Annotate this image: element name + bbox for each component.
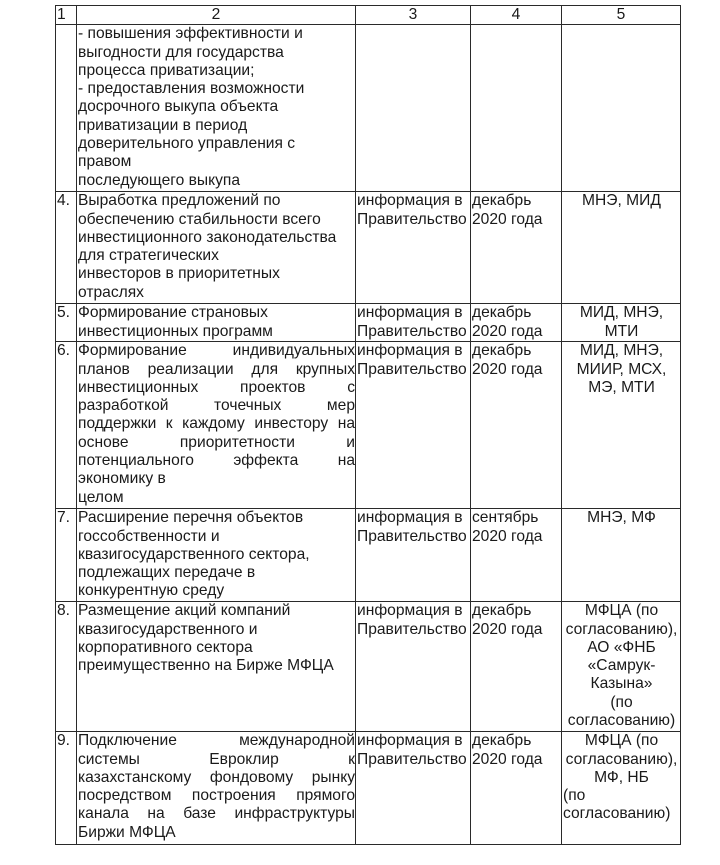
measure-line: основе приоритетности и xyxy=(78,433,355,451)
form-line: Правительство xyxy=(357,210,467,228)
measure-line: преимущественно на Бирже МФЦА xyxy=(78,657,334,675)
responsible-cell xyxy=(562,342,681,509)
responsible-line: (по xyxy=(563,787,586,805)
measure-line: посредством построения прямого xyxy=(78,787,355,805)
measure-line: доверительного управления с xyxy=(78,135,296,153)
form-cell xyxy=(356,192,471,304)
header-col-3: 3 xyxy=(356,6,471,25)
header-col-2: 2 xyxy=(77,6,356,25)
responsible-line: МЭ, МТИ xyxy=(588,378,655,396)
responsible-line: МФЦА (по xyxy=(584,732,659,750)
form-line: информация в xyxy=(357,732,463,750)
measure-cell xyxy=(77,342,356,509)
form-cell xyxy=(356,509,471,602)
measure-line: процесса приватизации; xyxy=(78,61,255,79)
measure-line: Формирование индивидуальных xyxy=(78,342,355,360)
deadline-cell xyxy=(471,25,562,192)
form-line: информация в xyxy=(357,192,463,210)
responsible-line: МИД, МНЭ, xyxy=(579,304,664,322)
responsible-line: МИД, МНЭ, xyxy=(579,342,664,360)
measure-line: поддержки к каждому инвестору на xyxy=(78,415,355,433)
form-line: информация в xyxy=(357,602,463,620)
measure-line: - предоставления возможности xyxy=(78,80,305,98)
form-cell xyxy=(356,25,471,192)
header-col-1: 1 xyxy=(56,6,77,25)
form-cell xyxy=(356,732,471,845)
measure-line: - повышения эффективности и xyxy=(78,25,303,43)
deadline-line: 2020 года xyxy=(472,750,543,768)
measure-line: обеспечению стабильности всего xyxy=(78,210,321,228)
measure-line: Размещение акций компаний xyxy=(78,602,291,620)
measure-line: экономику в xyxy=(78,470,166,488)
table-row xyxy=(56,304,681,342)
responsible-cell xyxy=(562,304,681,342)
table-row xyxy=(56,602,681,732)
measure-line: системы Евроклир к xyxy=(78,750,355,768)
row-number: 4. xyxy=(56,192,77,304)
row-number xyxy=(56,25,77,192)
measure-cell xyxy=(77,732,356,845)
responsible-line: МНЭ, МИД xyxy=(582,192,661,210)
measure-line: последующего выкупа xyxy=(78,171,241,189)
deadline-line: декабрь xyxy=(472,602,532,620)
responsible-line: МФ, НБ xyxy=(594,768,649,786)
responsible-line: МФЦА (по xyxy=(584,602,659,620)
deadline-cell xyxy=(471,509,562,602)
form-line: Правительство xyxy=(357,322,467,340)
responsible-cell xyxy=(562,732,681,845)
form-line: Правительство xyxy=(357,750,467,768)
form-line: Правительство xyxy=(357,527,467,545)
row-number: 9. xyxy=(56,732,77,845)
deadline-line: декабрь xyxy=(472,304,532,322)
measure-line: приватизации в период xyxy=(78,116,248,134)
measure-line: корпоративного сектора xyxy=(78,638,253,656)
measure-line: для стратегических xyxy=(78,247,219,265)
row-number: 6. xyxy=(56,342,77,509)
responsible-line: МИИР, МСХ, xyxy=(576,360,667,378)
deadline-line: декабрь xyxy=(472,192,532,210)
form-line: информация в xyxy=(357,304,463,322)
measure-line: подлежащих передаче в xyxy=(78,564,256,582)
deadline-line: 2020 года xyxy=(472,527,543,545)
responsible-cell xyxy=(562,25,681,192)
measure-line: канала на базе инфраструктуры xyxy=(78,805,355,823)
table-row xyxy=(56,342,681,509)
deadline-cell xyxy=(471,342,562,509)
deadline-line: декабрь xyxy=(472,732,532,750)
responsible-cell xyxy=(562,192,681,304)
measure-cell xyxy=(77,25,356,192)
responsible-line: АО «ФНБ xyxy=(587,638,656,656)
deadline-cell xyxy=(471,732,562,845)
measure-cell xyxy=(77,192,356,304)
form-cell xyxy=(356,304,471,342)
measure-line: Выработка предложений по xyxy=(78,192,281,210)
measure-line: инвестиционных проектов с xyxy=(78,378,355,396)
measure-line: конкурентную среду xyxy=(78,582,225,600)
responsible-line: «Самрук- xyxy=(587,657,656,675)
responsible-line: согласованию), xyxy=(565,620,678,638)
responsible-line: (по xyxy=(610,693,633,711)
deadline-cell xyxy=(471,192,562,304)
responsible-line: согласованию) xyxy=(563,805,671,823)
responsible-cell xyxy=(562,602,681,732)
measure-cell xyxy=(77,304,356,342)
deadline-cell xyxy=(471,602,562,732)
measure-cell xyxy=(77,509,356,602)
measure-line: потенциального эффекта на xyxy=(78,452,355,470)
deadline-line: 2020 года xyxy=(472,360,543,378)
form-line: Правительство xyxy=(357,620,467,638)
measure-line: Формирование страновых xyxy=(78,304,268,322)
table-row xyxy=(56,732,681,845)
deadline-line: 2020 года xyxy=(472,322,543,340)
measure-line: Подключение международной xyxy=(78,732,355,750)
action-plan-table xyxy=(55,5,681,845)
responsible-line: согласованию) xyxy=(567,712,676,730)
measure-line: правом xyxy=(78,153,132,171)
measure-line: инвестиционного законодательства xyxy=(78,228,337,246)
table-row xyxy=(56,192,681,304)
row-number: 8. xyxy=(56,602,77,732)
measure-line: казахстанскому фондовому рынку xyxy=(78,768,355,786)
form-cell xyxy=(356,602,471,732)
measure-line: Биржи МФЦА xyxy=(78,823,176,841)
measure-line: инвесторов в приоритетных xyxy=(78,265,280,283)
table-row xyxy=(56,509,681,602)
deadline-cell xyxy=(471,304,562,342)
measure-line: разработкой точечных мер xyxy=(78,397,355,415)
form-line: информация в xyxy=(357,342,463,360)
deadline-line: 2020 года xyxy=(472,210,543,228)
measure-cell xyxy=(77,602,356,732)
responsible-line: согласованию), xyxy=(565,750,678,768)
measure-line: досрочного выкупа объекта xyxy=(78,98,279,116)
measure-line: квазигосударственного и xyxy=(78,620,258,638)
header-col-4: 4 xyxy=(471,6,562,25)
measure-line: целом xyxy=(78,488,124,506)
responsible-cell xyxy=(562,509,681,602)
row-number: 5. xyxy=(56,304,77,342)
responsible-line: МНЭ, МФ xyxy=(587,509,656,527)
form-cell xyxy=(356,342,471,509)
responsible-line: Казына» xyxy=(590,675,653,693)
deadline-line: сентябрь xyxy=(472,509,539,527)
header-row xyxy=(56,6,681,25)
measure-line: выгодности для государства xyxy=(78,43,284,61)
measure-line: отраслях xyxy=(78,283,144,301)
deadline-line: 2020 года xyxy=(472,620,543,638)
measure-line: инвестиционных программ xyxy=(78,322,273,340)
row-number: 7. xyxy=(56,509,77,602)
deadline-line: декабрь xyxy=(472,342,532,360)
form-line: информация в xyxy=(357,509,463,527)
measure-line: госсобственности и xyxy=(78,527,220,545)
table-row xyxy=(56,25,681,192)
responsible-line: МТИ xyxy=(604,322,639,340)
measure-line: планов реализации для крупных xyxy=(78,360,355,378)
measure-line: Расширение перечня объектов xyxy=(78,509,304,527)
form-line: Правительство xyxy=(357,360,467,378)
measure-line: квазигосударственного сектора, xyxy=(78,545,310,563)
header-col-5: 5 xyxy=(562,6,681,25)
